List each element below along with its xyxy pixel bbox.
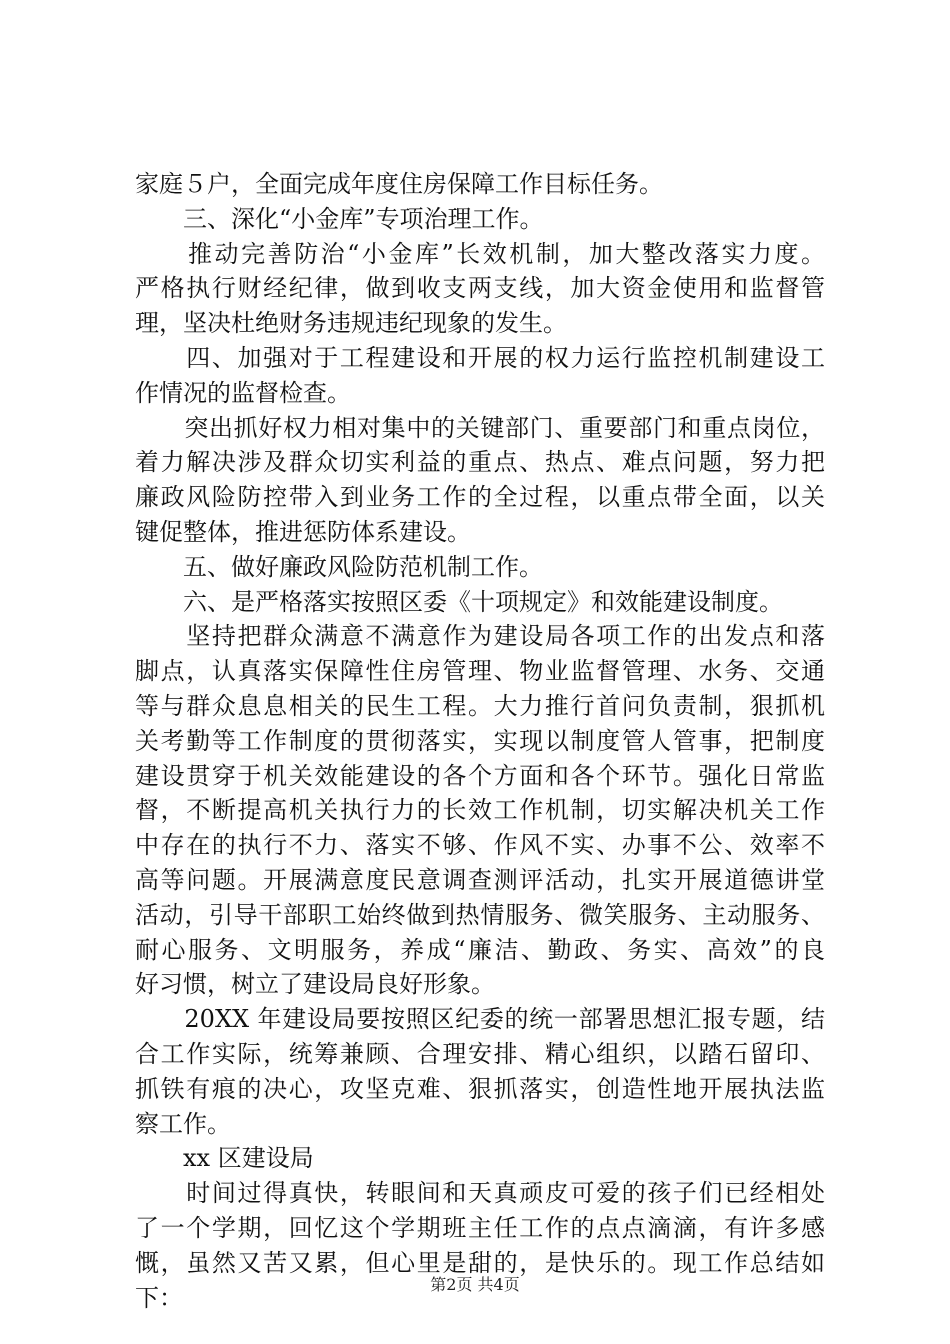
text-line: 抓铁有痕的决心，攻坚克难、狠抓落实，创造性地开展执法监	[135, 1074, 825, 1103]
text-line: 活动，引导干部职工始终做到热情服务、微笑服务、主动服务、	[135, 900, 825, 929]
text-line: 下：	[135, 1283, 183, 1312]
document-body	[135, 167, 825, 1315]
text-line: 慨，虽然又苦又累，但心里是甜的，是快乐的。现工作总结如	[135, 1248, 825, 1277]
text-line: 关考勤等工作制度的贯彻落实，实现以制度管人管事，把制度	[135, 726, 825, 755]
page-number: 第2页 共4页	[430, 1275, 520, 1294]
text-line: 合工作实际，统筹兼顾、合理安排、精心组织，以踏石留印、	[135, 1039, 825, 1068]
text-line: 廉政风险防控带入到业务工作的全过程，以重点带全面，以关	[135, 483, 825, 512]
signature-line: xx 区建设局	[135, 1144, 314, 1173]
text-line: 着力解决涉及群众切实利益的重点、热点、难点问题，努力把	[135, 448, 825, 477]
section-heading: 四、加强对于工程建设和开展的权力运行监控机制建设工	[135, 343, 825, 372]
text-line: 中存在的执行不力、落实不够、作风不实、办事不公、效率不	[135, 831, 825, 860]
text-line: 时间过得真快，转眼间和天真顽皮可爱的孩子们已经相处	[135, 1179, 825, 1208]
text-line: 理，坚决杜绝财务违规违纪现象的发生。	[135, 309, 567, 338]
text-line: 20XX 年建设局要按照区纪委的统一部署思想汇报专题，结	[135, 1005, 825, 1034]
section-heading: 六、是严格落实按照区委《十项规定》和效能建设制度。	[135, 587, 783, 616]
section-heading-cont: 作情况的监督检查。	[135, 378, 351, 407]
text-line: 键促整体，推进惩防体系建设。	[135, 517, 471, 546]
text-line: 高等问题。开展满意度民意调查测评活动，扎实开展道德讲堂	[135, 865, 825, 894]
text-line: 家庭５户，全面完成年度住房保障工作目标任务。	[135, 170, 663, 198]
text-line: 督，不断提高机关执行力的长效工作机制，切实解决机关工作	[135, 796, 825, 825]
text-line: 脚点，认真落实保障性住房管理、物业监督管理、水务、交通	[135, 657, 825, 686]
text-line: 建设贯穿于机关效能建设的各个方面和各个环节。强化日常监	[135, 761, 825, 790]
section-heading: 五、做好廉政风险防范机制工作。	[135, 552, 543, 581]
section-heading: 三、深化“小金库”专项治理工作。	[135, 204, 544, 233]
text-line: 了一个学期，回忆这个学期班主任工作的点点滴滴，有许多感	[135, 1213, 825, 1242]
text-line: 突出抓好权力相对集中的关键部门、重要部门和重点岗位，	[135, 413, 825, 442]
text-line: 推动完善防治“小金库”长效机制，加大整改落实力度。	[135, 239, 825, 268]
text-line: 察工作。	[135, 1109, 231, 1138]
text-line: 耐心服务、文明服务，养成“廉洁、勤政、务实、高效”的良	[135, 935, 825, 964]
text-line: 等与群众息息相关的民生工程。大力推行首问负责制，狠抓机	[135, 691, 825, 720]
text-line: 坚持把群众满意不满意作为建设局各项工作的出发点和落	[135, 622, 825, 651]
text-line: 严格执行财经纪律，做到收支两支线，加大资金使用和监督管	[135, 274, 825, 303]
text-line: 好习惯，树立了建设局良好形象。	[135, 970, 495, 999]
